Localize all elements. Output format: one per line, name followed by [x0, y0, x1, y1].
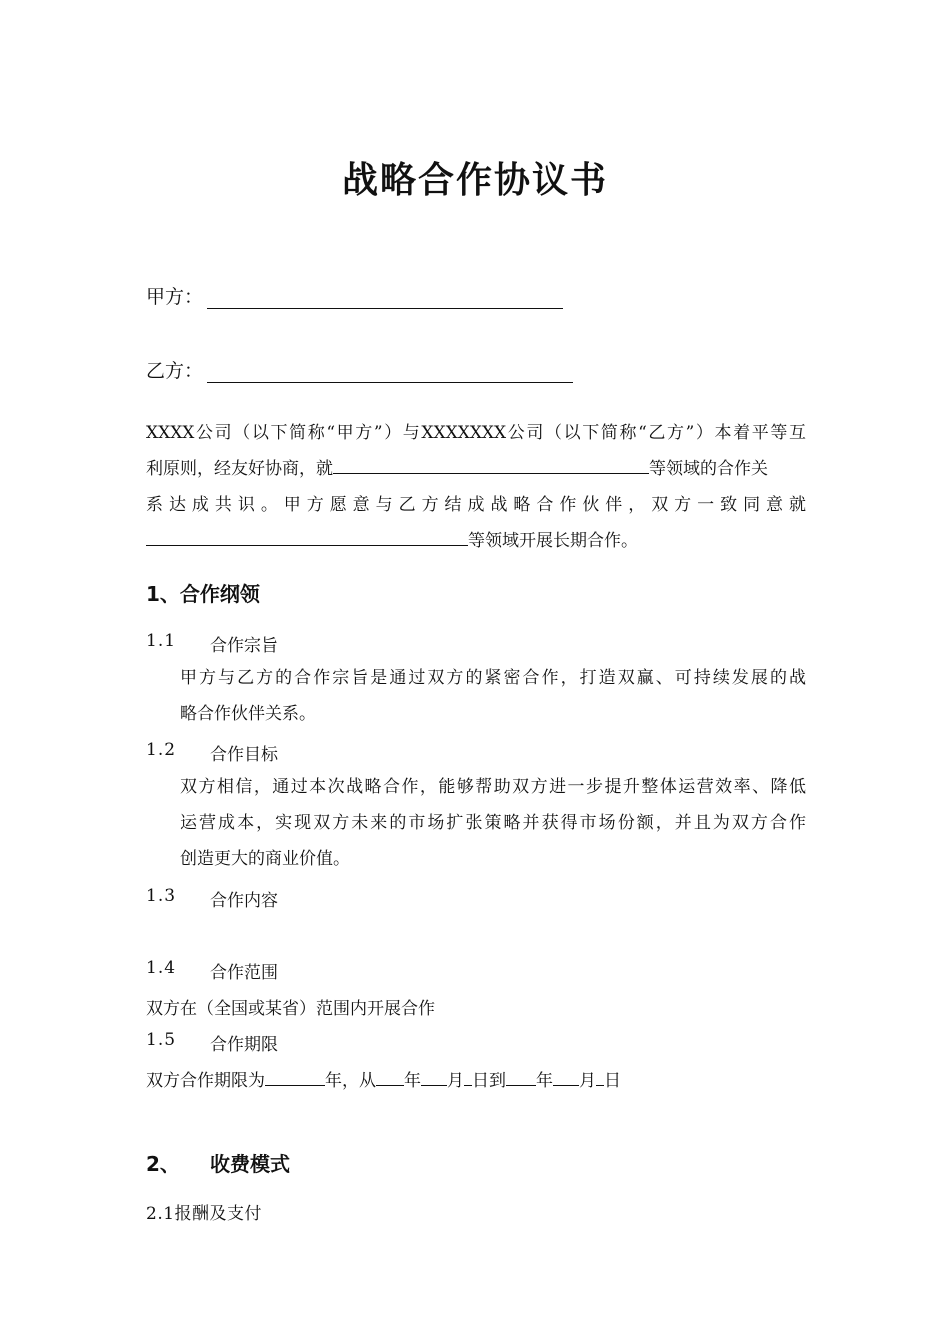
term-text-7: 月: [579, 1071, 596, 1091]
item-1-2-line-2: 运营成本，实现双方未来的市场扩张策略并获得市场份额，并且为双方合作: [180, 813, 806, 833]
item-1-1-body: [180, 660, 806, 732]
intro-line-4-post: 等领域开展长期合作。: [468, 531, 638, 551]
section-2-heading: [146, 1148, 290, 1177]
term-text-3: 年: [404, 1071, 421, 1091]
item-1-3-title: 合作内容: [210, 891, 278, 911]
term-blank-start-month: [421, 1067, 447, 1086]
term-text-8: 日: [604, 1071, 621, 1091]
item-1-5-num: 1.5: [146, 1030, 177, 1050]
party-b-label: 乙方：: [146, 360, 204, 382]
term-blank-start-day: [464, 1067, 472, 1086]
party-a-blank: [207, 286, 563, 309]
term-blank-end-year: [506, 1067, 536, 1086]
item-1-2-num: 1.2: [146, 740, 177, 760]
item-1-1-line-1: 甲方与乙方的合作宗旨是通过双方的紧密合作，打造双赢、可持续发展的战: [180, 668, 806, 688]
item-1-5-title: 合作期限: [210, 1035, 278, 1055]
intro-line-2-post: 等领域的合作关: [649, 459, 768, 479]
term-blank-end-day: [596, 1067, 604, 1086]
intro-blank-2: [146, 525, 468, 546]
intro-line-2: [146, 451, 806, 487]
item-1-1-line-2: 略合作伙伴关系。: [180, 704, 316, 724]
term-text-5: 日到: [472, 1071, 506, 1091]
item-1-2-body: [180, 769, 806, 877]
term-text-6: 年: [536, 1071, 553, 1091]
term-text-1: 双方合作期限为: [146, 1071, 265, 1091]
item-1-5-term-line: [146, 1066, 621, 1091]
section-1-heading: 1、合作纲领: [146, 582, 260, 606]
intro-line-1: XXXX公司（以下简称“甲方”）与XXXXXXX公司（以下简称“乙方”）本着平等互: [146, 423, 806, 443]
intro-blank-1: [333, 453, 649, 474]
item-1-3-heading: [146, 886, 278, 911]
item-1-4-num: 1.4: [146, 958, 177, 978]
document-title: 战略合作协议书: [341, 160, 608, 201]
term-blank-start-year: [376, 1067, 404, 1086]
term-blank-years: [265, 1067, 325, 1086]
section-2-1-heading: 2.1报酬及支付: [146, 1204, 263, 1224]
item-1-5-heading: [146, 1030, 278, 1055]
intro-paragraph: [146, 415, 806, 559]
intro-line-2-pre: 利原则，经友好协商，就: [146, 459, 333, 479]
item-1-4-body: 双方在（全国或某省）范围内开展合作: [146, 999, 435, 1019]
item-1-2-heading: [146, 740, 278, 765]
party-a-label: 甲方：: [146, 286, 204, 308]
party-b-line: [146, 356, 573, 383]
item-1-1-title: 合作宗旨: [210, 636, 278, 656]
item-1-2-line-3: 创造更大的商业价值。: [180, 849, 350, 869]
item-1-4-title: 合作范围: [210, 963, 278, 983]
item-1-2-line-1: 双方相信，通过本次战略合作，能够帮助双方进一步提升整体运营效率、降低: [180, 777, 806, 797]
item-1-1-heading: [146, 631, 278, 656]
party-b-blank: [207, 360, 573, 383]
term-text-4: 月: [447, 1071, 464, 1091]
item-1-3-num: 1.3: [146, 886, 177, 906]
intro-line-4: [146, 523, 806, 559]
term-text-2: 年，从: [325, 1071, 376, 1091]
term-blank-end-month: [553, 1067, 579, 1086]
item-1-4-heading: [146, 958, 278, 983]
party-a-line: [146, 282, 563, 309]
section-2-title: 收费模式: [210, 1152, 290, 1176]
intro-line-3: 系达成共识。甲方愿意与乙方结成战略合作伙伴，双方一致同意就: [146, 495, 806, 515]
item-1-1-num: 1.1: [146, 631, 177, 651]
section-2-num: 2、: [146, 1152, 180, 1176]
item-1-2-title: 合作目标: [210, 745, 278, 765]
